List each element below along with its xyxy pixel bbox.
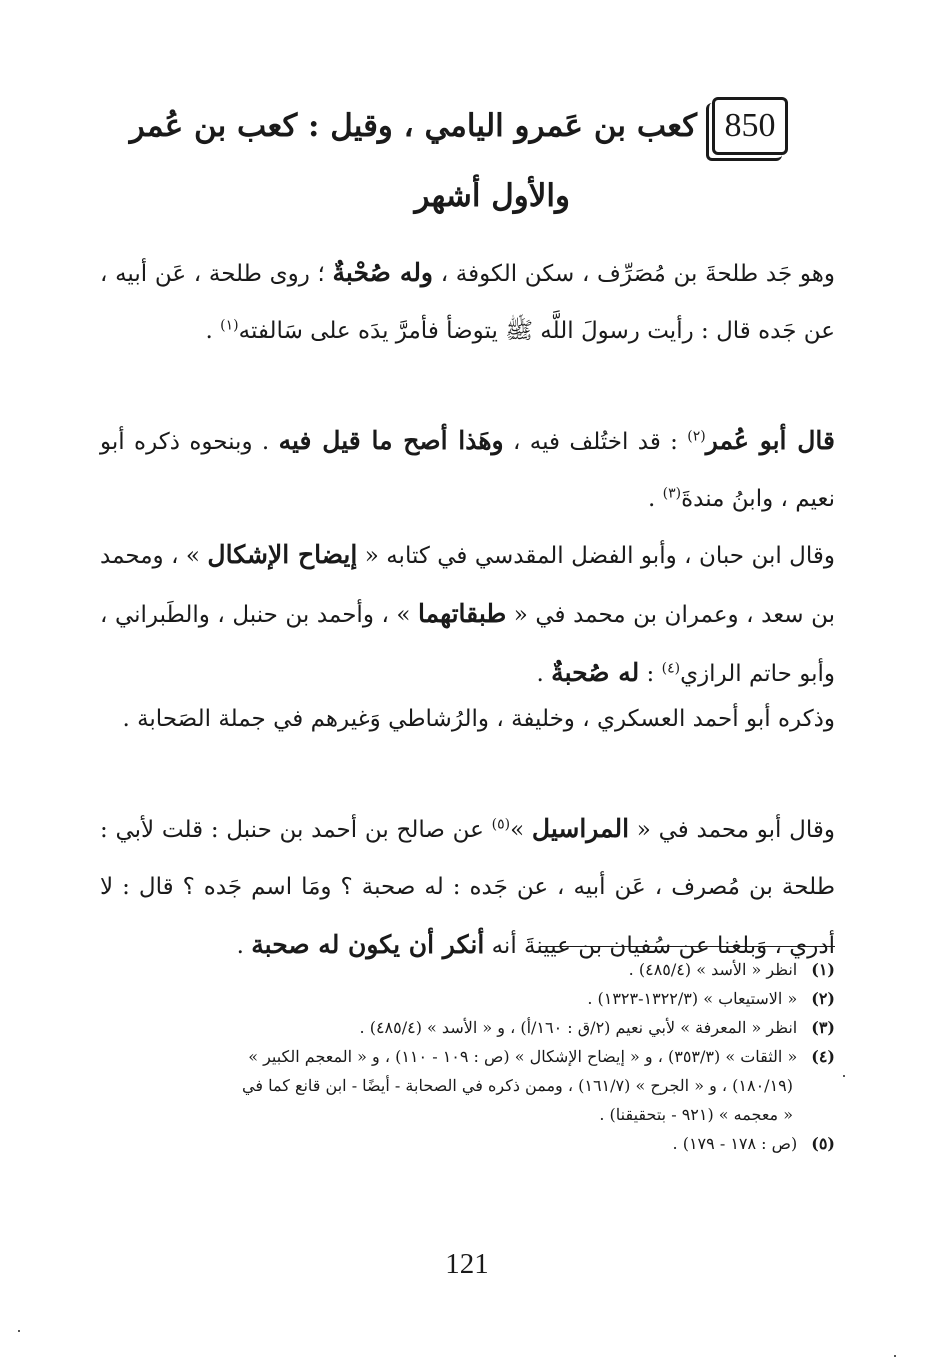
- paragraph-2-text-e: .: [648, 486, 663, 512]
- paragraph-1-text-a: وهو جَد طلحةَ بن مُصَرِّف ، سكن الكوفة ،: [433, 261, 835, 287]
- paragraph-5-bold-denial: أنكر أن يكون له صحبة: [251, 930, 485, 959]
- entry-title-line-2: والأول أشهر: [414, 178, 570, 214]
- scan-speck: [843, 1075, 845, 1077]
- footnote-2-number: (٢): [811, 989, 835, 1008]
- footnote-1-number: (١): [811, 960, 835, 979]
- scan-speck: [18, 1330, 20, 1332]
- paragraph-5-text-f: .: [236, 933, 252, 959]
- footnote-ref-1: (١): [220, 317, 239, 334]
- paragraph-2-text-b: : قد اختُلف فيه ،: [503, 429, 688, 455]
- footnote-4-number: (٤): [811, 1047, 835, 1066]
- paragraph-2-bold-most-correct: وهَذا أصح ما قيل فيه: [278, 426, 504, 455]
- footnote-3: [100, 1013, 835, 1042]
- footnote-5-number: (٥): [811, 1134, 835, 1153]
- paragraph-1-text-d: .: [205, 318, 221, 344]
- footnote-4-continuation-2: « معجمه » (٩٢١ - بتحقيقنا) .: [599, 1105, 793, 1124]
- footnote-3-number: (٣): [811, 1018, 835, 1037]
- entry-number: 850: [724, 107, 776, 144]
- paragraph-3-text-c: » ، ومحمد بن سعد ، وعمران بن محمد في «: [100, 543, 835, 628]
- paragraph-5-text-a: وقال أبو محمد في «: [629, 817, 835, 843]
- paragraph-2-bold-abu-umar: قال أبو عُمر: [705, 426, 835, 455]
- page-number: 121: [445, 1248, 489, 1280]
- footnote-3-text: انظر « المعرفة » لأبي نعيم (٢/ق : ١٦٠/أ) ، و « الأسد » (٤٨٥/٤) .: [359, 1018, 798, 1037]
- scan-speck: [894, 1355, 896, 1357]
- paragraph-3-text-f: :: [639, 661, 662, 687]
- paragraph-2: [100, 412, 835, 528]
- footnote-ref-3: (٣): [662, 485, 682, 502]
- footnote-separator: [540, 946, 835, 947]
- footnote-5-text: (ص : ١٧٨ - ١٧٩) .: [672, 1134, 798, 1153]
- footnote-4-continuation-1: (١٨٠/١٩) ، و « الجرح » (١٦١/٧) ، وممن ذكره في الصحابة - أيضًا - ابن قانع كما في: [242, 1076, 793, 1095]
- footnote-1-text: انظر « الأسد » (٤٨٥/٤) .: [628, 960, 798, 979]
- paragraph-3-text-h: .: [536, 661, 552, 687]
- paragraph-3: [100, 526, 835, 703]
- paragraph-1: [100, 244, 835, 360]
- paragraph-1-text-c: ؛ روى طلحة ، عَن أبيه ، عن جَده قال : رأيت رسولَ اللَّه ﷺ يتوضأ فأمرَّ يدَه على سَالفته: [100, 261, 835, 344]
- paragraph-3-bold-tabaqat: طبقاتهما: [418, 599, 507, 628]
- paragraph-4-text: وذكره أبو أحمد العسكري ، وخليفة ، والرُشاطي وَغيرهم في جملة الصَحابة .: [122, 706, 835, 732]
- footnote-4: [100, 1042, 835, 1071]
- paragraph-5-text-d: عن صالح بن أحمد بن حنبل : قلت لأبي : طلحة بن مُصرف ، عَن أبيه ، عن جَده : له صحبة ؟ ومَا اسم جَده ؟ قال : لا أدري ، وَبلغنا عن سُفيان بن عيينةَ أنه: [100, 817, 835, 959]
- paragraph-5: [100, 800, 835, 975]
- paragraph-2-text-d: . وبنحوه ذكره أبو نعيم ، وابنُ مندةَ: [100, 429, 835, 512]
- paragraph-3-bold-companionship: له صُحبةٌ: [551, 658, 640, 687]
- footnote-5: [100, 1129, 835, 1158]
- paragraph-5-text-c: »: [510, 817, 532, 843]
- paragraph-5-bold-marasil: المراسيل: [531, 814, 630, 843]
- paragraph-3-text-e: » ، وأحمد بن حنبل ، والطَبراني ، وأبو حاتم الرازي: [100, 602, 835, 687]
- paragraph-3-bold-book-title: إيضاح الإشكال: [207, 540, 358, 569]
- paragraph-3-text-a: وقال ابن حبان ، وأبو الفضل المقدسي في كتابه «: [357, 543, 835, 569]
- footnote-ref-5: (٥): [491, 816, 511, 833]
- footnote-ref-2: (٢): [687, 428, 706, 445]
- footnotes: [100, 955, 835, 1158]
- paragraph-4: [100, 691, 835, 748]
- footnote-1: [100, 955, 835, 984]
- footnote-ref-4: (٤): [661, 660, 681, 677]
- footnote-2-text: « الاستيعاب » (١٣٢٢/٣-١٣٢٣) .: [587, 989, 798, 1008]
- footnote-4-text: « الثقات » (٣٥٣/٣) ، و « إيضاح الإشكال » (ص : ١٠٩ - ١١٠) ، و « المعجم الكبير »: [248, 1047, 798, 1066]
- entry-title-line-1: كعب بن عَمرو اليامي ، وقيل : كعب بن عُمر: [129, 108, 697, 144]
- entry-number-box: [712, 97, 788, 155]
- paragraph-1-bold-companionship: وله صُحْبةٌ: [332, 258, 434, 287]
- footnote-2: [100, 984, 835, 1013]
